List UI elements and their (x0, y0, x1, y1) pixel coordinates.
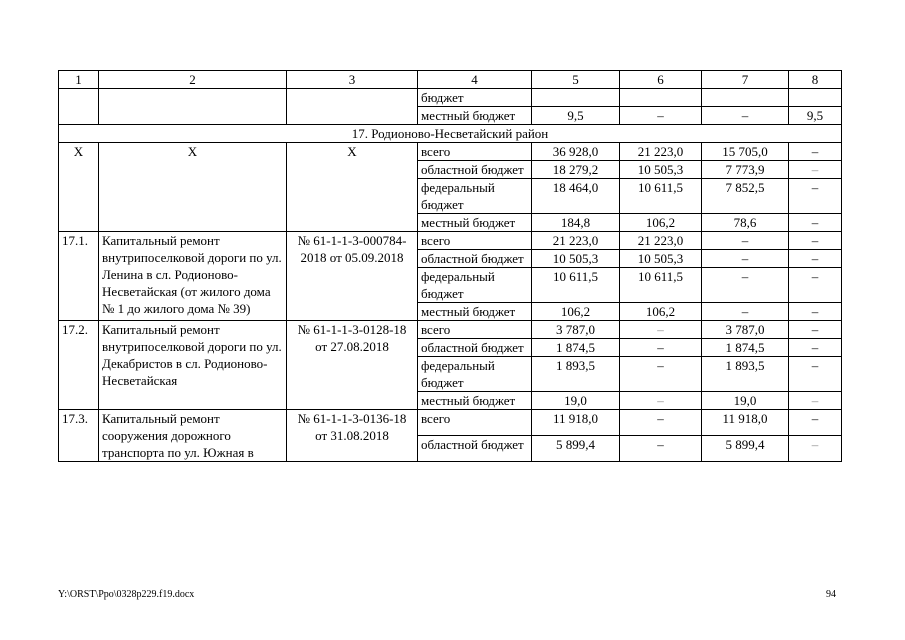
funding-source: областной бюджет (418, 250, 532, 268)
value-year-2: 3 787,0 (702, 321, 789, 339)
item-document: № 61-1-1-3-0128-18 от 27.08.2018 (287, 321, 418, 410)
value-year-1 (620, 89, 702, 107)
value-total (532, 89, 620, 107)
header-cell-6: 6 (620, 71, 702, 89)
value-total: 21 223,0 (532, 232, 620, 250)
section-title: 17. Родионово-Несветайский район (59, 125, 842, 143)
value-total: 10 611,5 (532, 268, 620, 303)
value-year-3: – (789, 392, 842, 410)
value-total: 3 787,0 (532, 321, 620, 339)
value-year-1: 10 505,3 (620, 161, 702, 179)
value-year-1: – (620, 392, 702, 410)
funding-source: всего (418, 143, 532, 161)
value-year-1: – (620, 321, 702, 339)
funding-source: областной бюджет (418, 339, 532, 357)
value-total: 1 874,5 (532, 339, 620, 357)
header-cell-2: 2 (99, 71, 287, 89)
value-year-3: – (789, 250, 842, 268)
item-number: 17.3. (59, 410, 99, 462)
value-year-2: 78,6 (702, 214, 789, 232)
item-name: Капитальный ремонт внутрипоселковой дороги по ул. Ленина в сл. Родионово-Несветайская (от жилого дома № 1 до жилого дома № 39) (99, 232, 287, 321)
value-year-3 (789, 89, 842, 107)
value-year-1: – (620, 410, 702, 436)
header-cell-7: 7 (702, 71, 789, 89)
table-header-row (59, 71, 842, 89)
item-document: № 61-1-1-3-0136-18 от 31.08.2018 (287, 410, 418, 462)
value-year-3: – (789, 232, 842, 250)
value-year-1: – (620, 339, 702, 357)
value-total: 36 928,0 (532, 143, 620, 161)
value-total: 184,8 (532, 214, 620, 232)
value-year-2 (702, 89, 789, 107)
value-year-1: 21 223,0 (620, 143, 702, 161)
value-year-3: – (789, 410, 842, 436)
carryover-cell (287, 89, 418, 125)
value-total: 10 505,3 (532, 250, 620, 268)
table-row (59, 321, 842, 339)
funding-source: федеральный бюджет (418, 357, 532, 392)
value-year-3: – (789, 339, 842, 357)
value-year-3: – (789, 179, 842, 214)
funding-source: всего (418, 232, 532, 250)
value-year-3: – (789, 436, 842, 462)
funding-source: местный бюджет (418, 214, 532, 232)
header-cell-4: 4 (418, 71, 532, 89)
funding-source: местный бюджет (418, 107, 532, 125)
value-year-1: 106,2 (620, 303, 702, 321)
funding-source: всего (418, 410, 532, 436)
footer-file-path: Y:\ORST\Ppo\0328p229.f19.docx (58, 589, 195, 600)
district-cell-2: X (99, 143, 287, 232)
value-year-2: – (702, 232, 789, 250)
page-number: 94 (826, 589, 836, 600)
carryover-cell (99, 89, 287, 125)
budget-table (58, 70, 842, 462)
value-year-2: 7 773,9 (702, 161, 789, 179)
value-year-3: – (789, 161, 842, 179)
value-year-1: – (620, 436, 702, 462)
value-year-2: 15 705,0 (702, 143, 789, 161)
value-year-3: – (789, 321, 842, 339)
header-cell-8: 8 (789, 71, 842, 89)
value-total: 9,5 (532, 107, 620, 125)
district-cell-3: X (287, 143, 418, 232)
header-cell-3: 3 (287, 71, 418, 89)
value-total: 19,0 (532, 392, 620, 410)
header-cell-5: 5 (532, 71, 620, 89)
value-year-2: – (702, 268, 789, 303)
item-number: 17.2. (59, 321, 99, 410)
value-total: 11 918,0 (532, 410, 620, 436)
value-year-3: 9,5 (789, 107, 842, 125)
table-row (59, 232, 842, 250)
value-year-2: 1 893,5 (702, 357, 789, 392)
value-year-2: – (702, 107, 789, 125)
value-year-1: 10 611,5 (620, 179, 702, 214)
section-row (59, 125, 842, 143)
value-total: 18 464,0 (532, 179, 620, 214)
value-year-3: – (789, 214, 842, 232)
value-year-1: 10 611,5 (620, 268, 702, 303)
funding-source: местный бюджет (418, 303, 532, 321)
table-row (59, 143, 842, 161)
carryover-cell (59, 89, 99, 125)
value-year-2: 1 874,5 (702, 339, 789, 357)
value-year-1: 106,2 (620, 214, 702, 232)
value-total: 106,2 (532, 303, 620, 321)
value-year-1: 21 223,0 (620, 232, 702, 250)
value-year-3: – (789, 303, 842, 321)
item-name: Капитальный ремонт сооружения дорожного транспорта по ул. Южная в (99, 410, 287, 462)
funding-source: местный бюджет (418, 392, 532, 410)
value-year-2: 11 918,0 (702, 410, 789, 436)
table-row (59, 89, 842, 107)
value-year-3: – (789, 268, 842, 303)
value-total: 1 893,5 (532, 357, 620, 392)
header-cell-1: 1 (59, 71, 99, 89)
value-year-1: – (620, 357, 702, 392)
item-document: № 61-1-1-3-000784-2018 от 05.09.2018 (287, 232, 418, 321)
funding-source: бюджет (418, 89, 532, 107)
funding-source: федеральный бюджет (418, 268, 532, 303)
district-cell-1: X (59, 143, 99, 232)
value-year-1: 10 505,3 (620, 250, 702, 268)
funding-source: всего (418, 321, 532, 339)
value-year-2: 19,0 (702, 392, 789, 410)
funding-source: областной бюджет (418, 436, 532, 462)
value-year-1: – (620, 107, 702, 125)
value-year-2: – (702, 250, 789, 268)
value-total: 5 899,4 (532, 436, 620, 462)
value-year-3: – (789, 357, 842, 392)
value-year-2: 5 899,4 (702, 436, 789, 462)
item-name: Капитальный ремонт внутрипоселковой дороги по ул. Декабристов в сл. Родионово-Несветайская (99, 321, 287, 410)
value-year-2: 7 852,5 (702, 179, 789, 214)
value-total: 18 279,2 (532, 161, 620, 179)
value-year-3: – (789, 143, 842, 161)
item-number: 17.1. (59, 232, 99, 321)
value-year-2: – (702, 303, 789, 321)
table-row (59, 410, 842, 436)
funding-source: федеральный бюджет (418, 179, 532, 214)
funding-source: областной бюджет (418, 161, 532, 179)
